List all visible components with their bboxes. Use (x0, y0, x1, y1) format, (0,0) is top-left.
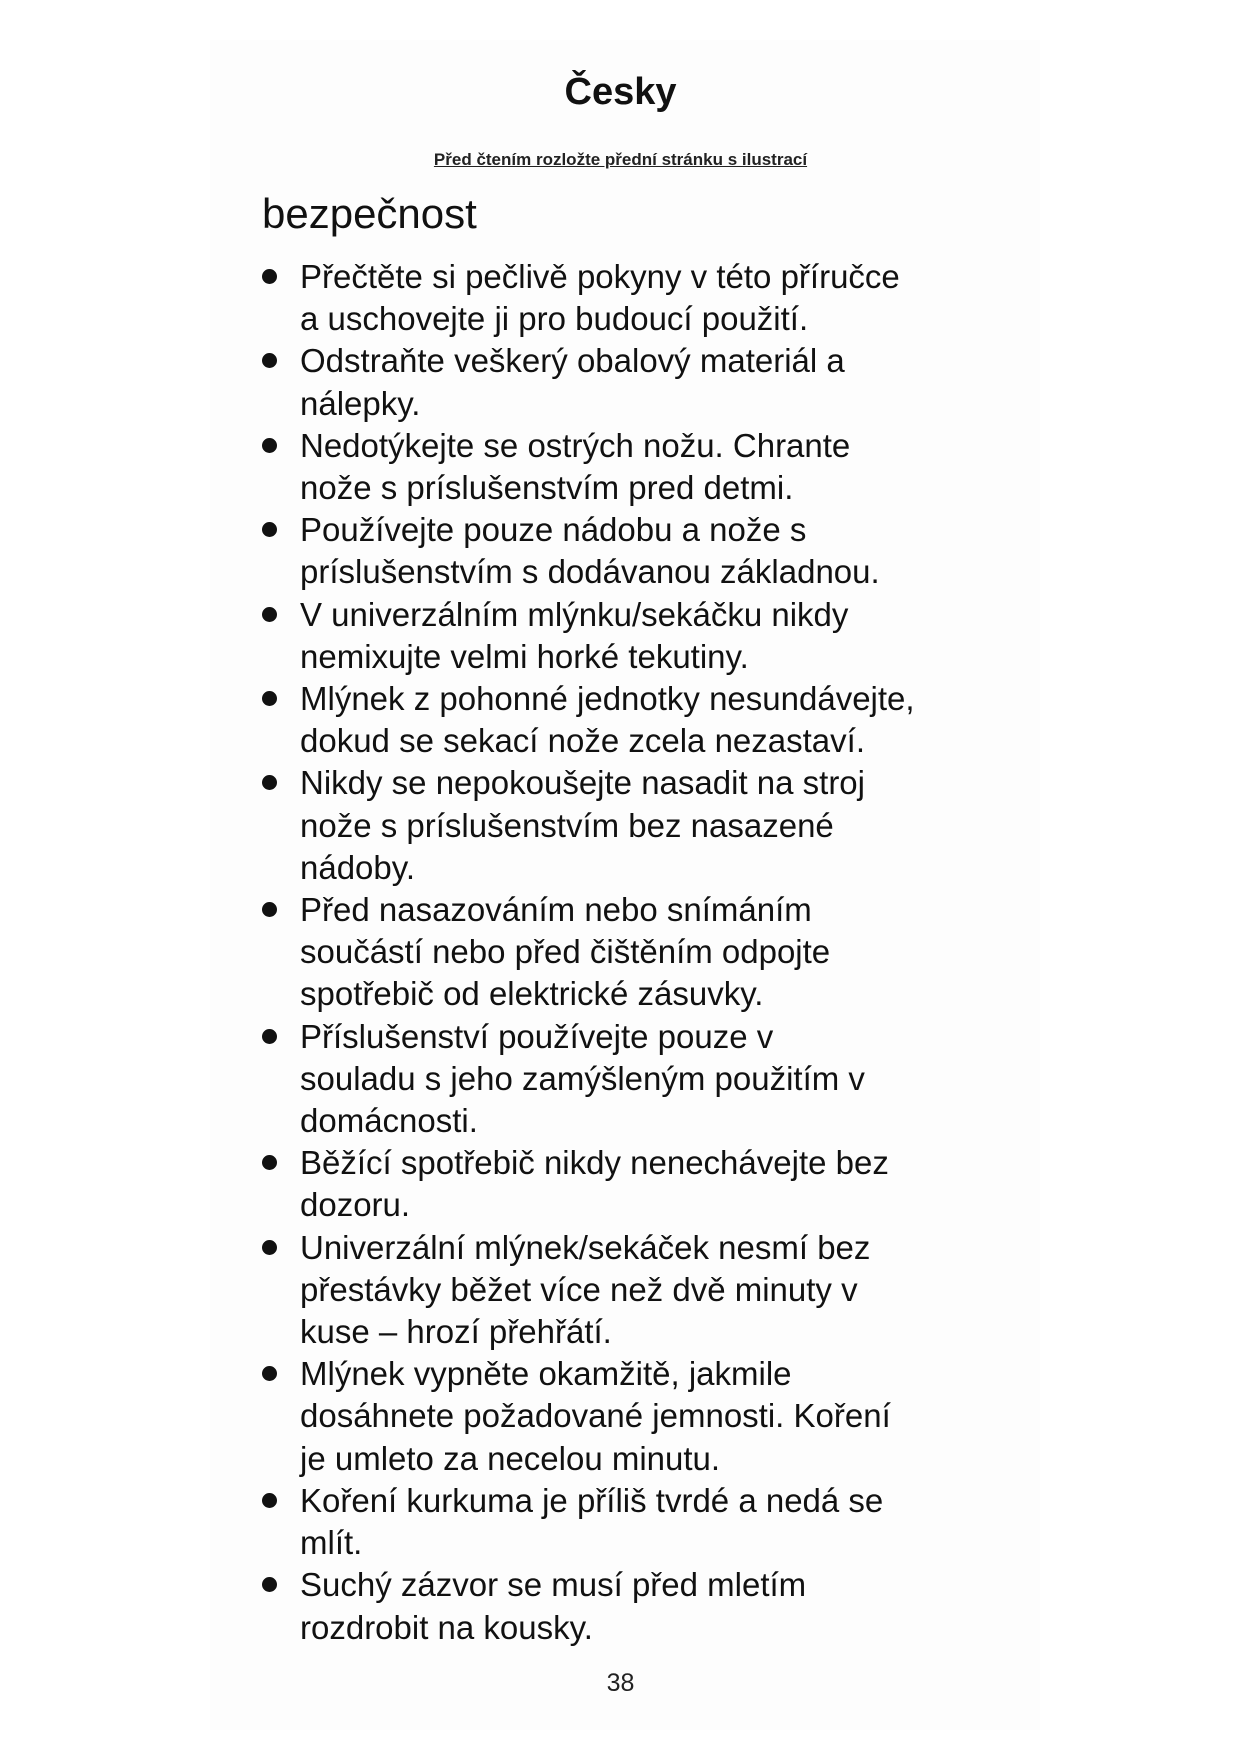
list-item-line: Před nasazováním nebo snímáním (300, 891, 812, 929)
list-item (258, 889, 998, 1016)
list-item-line: Univerzální mlýnek/sekáček nesmí bez (300, 1228, 871, 1266)
bullet-dot (262, 691, 277, 706)
list-item-line: Nedotýkejte se ostrých nožu. Chrante (300, 426, 851, 464)
list-item-line: souladu s jeho zamýšleným použitím v (300, 1059, 865, 1097)
bullet-dot (262, 1240, 277, 1255)
list-item-line: spotřebič od elektrické zásuvky. (300, 975, 764, 1013)
list-item (258, 1480, 998, 1564)
list-item-line: dozoru. (300, 1186, 411, 1224)
list-item (258, 425, 998, 509)
list-item-line: Nikdy se nepokoušejte nasadit na stroj (300, 764, 865, 802)
list-item (258, 762, 998, 889)
bullet-dot (262, 1155, 277, 1170)
list-item (258, 1142, 998, 1226)
section-heading: bezpečnost (262, 190, 477, 237)
list-item-line: je umleto za necelou minutu. (300, 1439, 721, 1477)
bullet-dot (262, 1493, 277, 1508)
list-item (258, 1564, 998, 1648)
list-item-line: Mlýnek z pohonné jednotky nesundávejte, (300, 680, 915, 718)
list-item-line: mlít. (300, 1524, 363, 1562)
list-item-line: dosáhnete požadované jemnosti. Koření (300, 1397, 891, 1435)
list-item-line: nože s príslušenstvím pred detmi. (300, 469, 794, 507)
bullet-dot (262, 1029, 277, 1044)
list-item-line: V univerzálním mlýnku/sekáčku nikdy (300, 595, 849, 633)
list-item-line: domácnosti. (300, 1102, 478, 1140)
list-item-line: Běžící spotřebič nikdy nenechávejte bez (300, 1144, 889, 1182)
list-item (258, 678, 998, 762)
list-item-line: nálepky. (300, 384, 421, 422)
bullet-dot (262, 902, 277, 917)
bullet-dot (262, 522, 277, 537)
list-item-line: Příslušenství používejte pouze v (300, 1017, 774, 1055)
page-number: 38 (606, 1669, 635, 1697)
list-item-line: Přečtěte si pečlivě pokyny v této příručce (300, 258, 900, 295)
list-item-line: Používejte pouze nádobu a nože s (300, 511, 807, 549)
list-item-line: Odstraňte veškerý obalový materiál a (300, 342, 845, 380)
list-item-line: součástí nebo před čištěním odpojte (300, 933, 831, 971)
list-item (258, 1227, 998, 1354)
list-item-line: nože s príslušenstvím bez nasazené (300, 806, 834, 844)
list-item-line: dokud se sekací nože zcela nezastaví. (300, 722, 865, 760)
list-item-line: rozdrobit na kousky. (300, 1608, 593, 1646)
list-item-line: Suchý zázvor se musí před mletím (300, 1566, 807, 1604)
list-item-line: přestávky běžet více než dvě minuty v (300, 1270, 858, 1308)
list-item (258, 1016, 998, 1143)
fold-out-note: Před čtením rozložte přední stránku s ilustrací (433, 150, 808, 169)
bullet-dot (262, 353, 277, 368)
list-item (258, 509, 998, 593)
list-item-line: príslušenstvím s dodávanou základnou. (300, 553, 880, 591)
list-item (258, 256, 998, 340)
list-item-line: kuse – hrozí přehřátí. (300, 1313, 612, 1351)
list-item-line: a uschovejte ji pro budoucí použití. (300, 300, 809, 338)
list-item (258, 340, 998, 424)
bullet-dot (262, 438, 277, 453)
list-item-line: Mlýnek vypněte okamžitě, jakmile (300, 1355, 792, 1393)
list-item-line: nemixujte velmi horké tekutiny. (300, 637, 749, 675)
bullet-dot (262, 607, 277, 622)
list-item (258, 594, 998, 678)
list-item-line: Koření kurkuma je příliš tvrdé a nedá se (300, 1481, 884, 1519)
safety-list (258, 256, 998, 1649)
bullet-dot (262, 775, 277, 790)
list-item-line: nádoby. (300, 848, 415, 886)
language-title: Česky (564, 71, 677, 113)
bullet-dot (262, 1577, 277, 1592)
bullet-dot (262, 1366, 277, 1381)
list-item (258, 1353, 998, 1480)
bullet-dot (262, 269, 277, 284)
